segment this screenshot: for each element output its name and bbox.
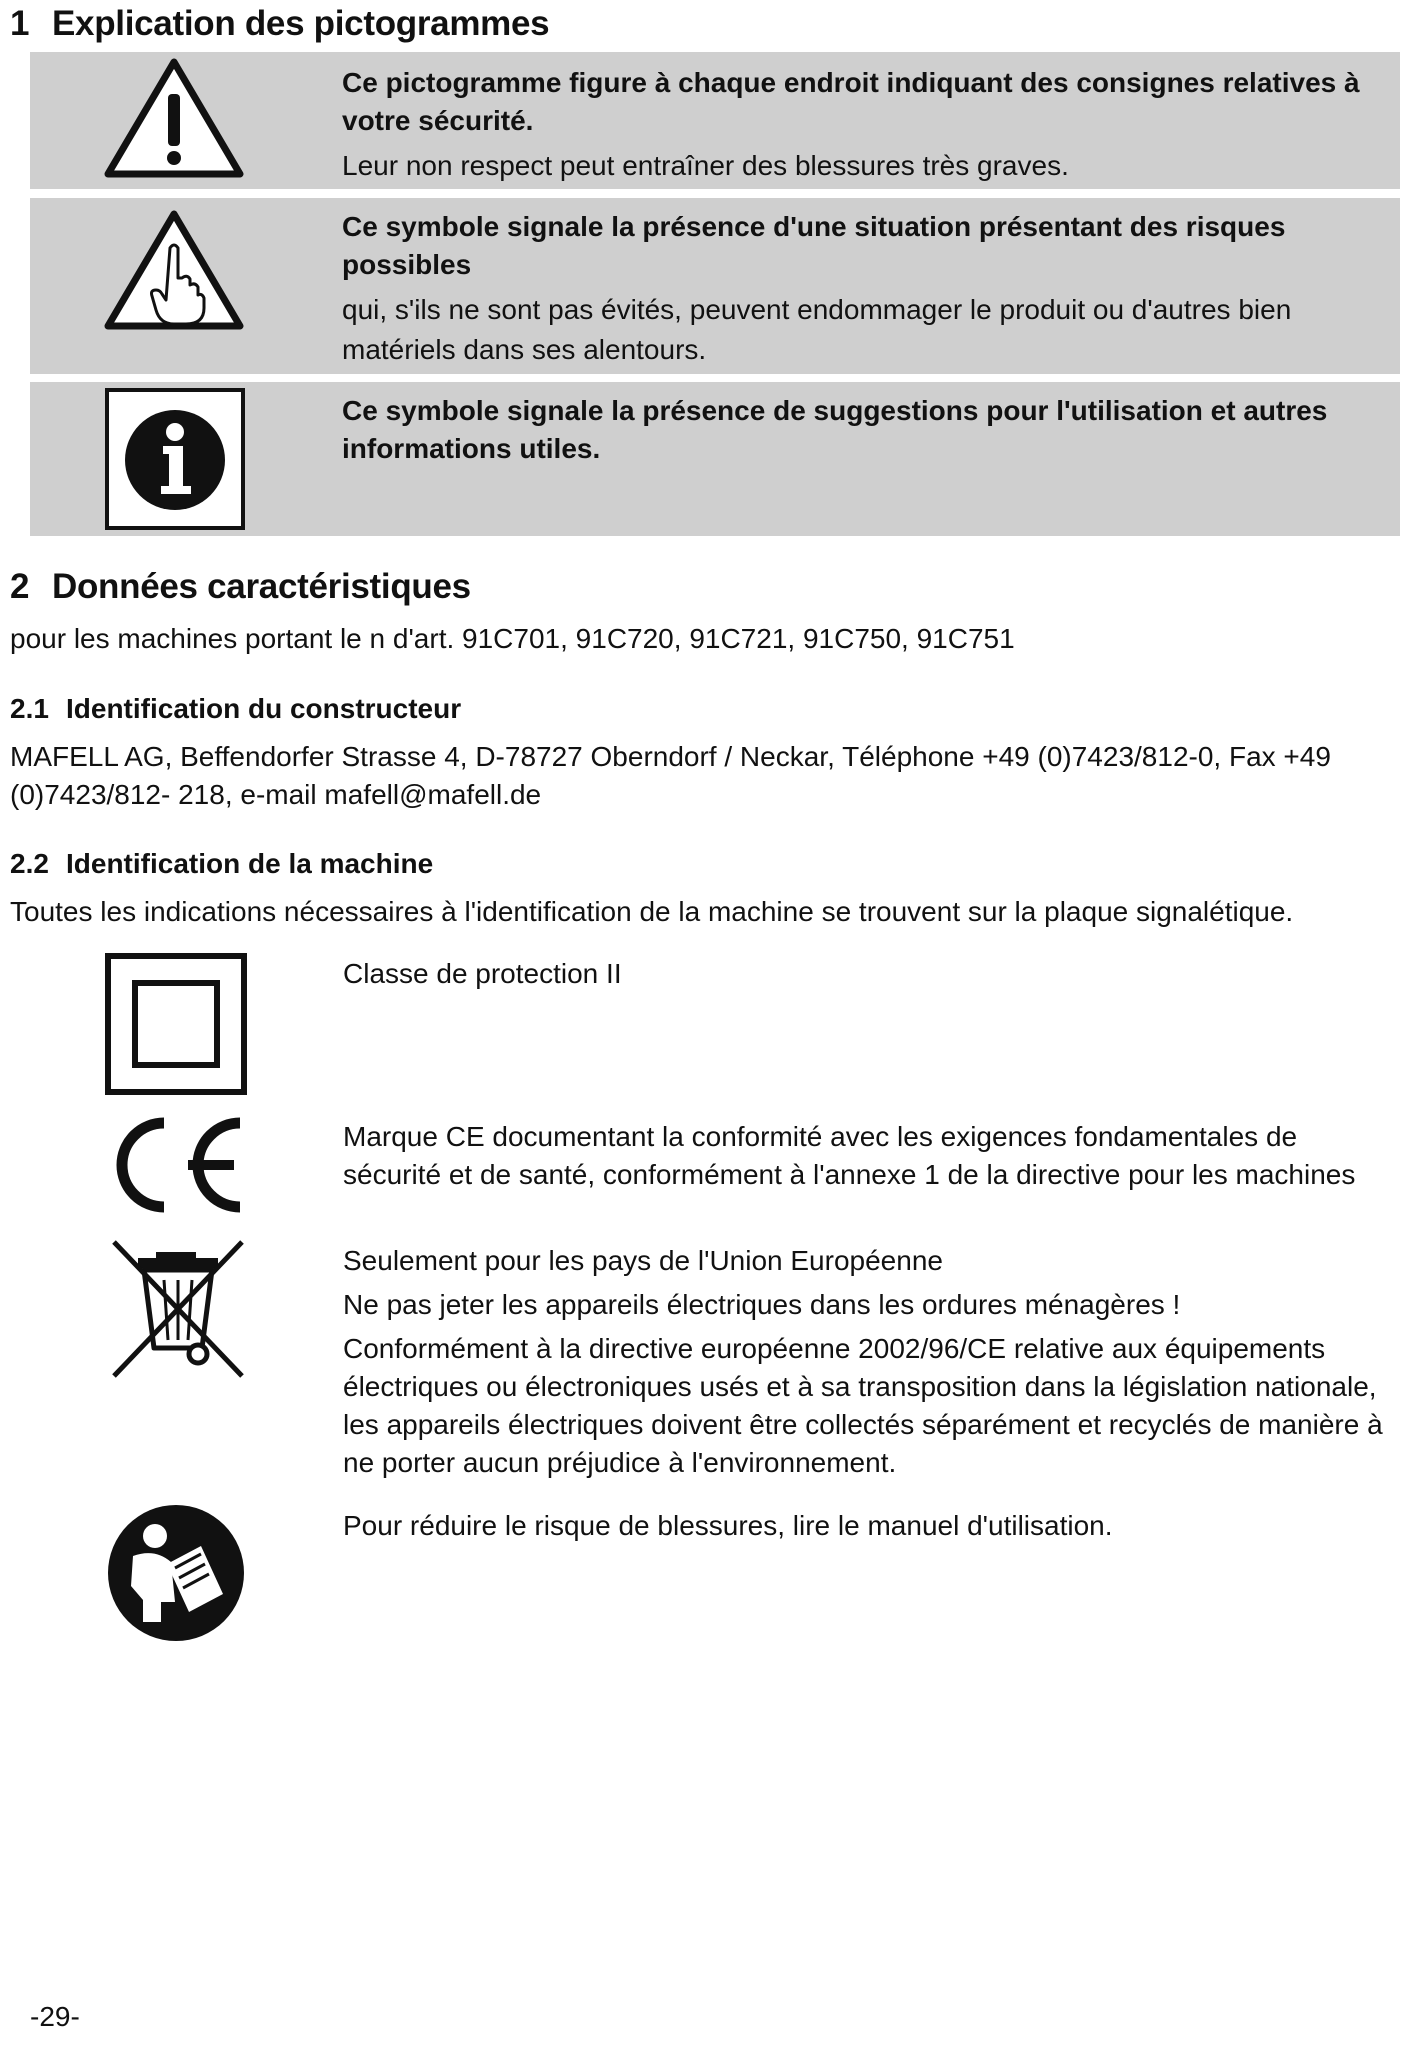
pictogram-bold-text: Ce symbole signale la présence d'une situation présentant des risques possibles	[342, 211, 1286, 280]
section-1-heading	[10, 4, 549, 44]
pictogram-bold-text: Ce pictogramme figure à chaque endroit indiquant des consignes relatives à votre sécurité.	[342, 67, 1360, 136]
protection-class-ii-icon	[105, 953, 247, 1095]
subsection-number: 2.2	[10, 848, 49, 879]
symbol-text-line: Marque CE documentant la conformité avec les exigences fondamentales de sécurité et de santé, conformément à l'annexe 1 de la directive pour les machines	[343, 1121, 1356, 1190]
info-icon	[105, 388, 245, 530]
symbol-text-line: Seulement pour les pays de l'Union Européenne	[343, 1245, 943, 1276]
subsection-title: Identification de la machine	[66, 848, 434, 879]
symbol-description	[343, 1507, 1389, 1545]
section-number: 1	[10, 4, 30, 43]
crossed-bin-icon	[108, 1236, 248, 1381]
subsection-title: Identification du constructeur	[66, 693, 462, 724]
subsection-2-1-heading	[10, 693, 461, 725]
symbol-description	[343, 1118, 1389, 1194]
read-manual-icon	[105, 1502, 247, 1644]
pictogram-normal-text: Leur non respect peut entraîner des blessures très graves.	[342, 150, 1069, 181]
symbol-text-line: Ne pas jeter les appareils électriques dans les ordures ménagères !	[343, 1289, 1181, 1320]
pictogram-bold-text: Ce symbole signale la présence de suggestions pour l'utilisation et autres informations utiles.	[342, 395, 1328, 464]
symbol-text-line: Pour réduire le risque de blessures, lire le manuel d'utilisation.	[343, 1510, 1113, 1541]
pictogram-normal-text: qui, s'ils ne sont pas évités, peuvent endommager le produit ou d'autres bien matériels dans ses alentours.	[342, 294, 1292, 365]
warning-exclamation-icon	[102, 56, 246, 182]
pictogram-row-warning	[30, 52, 1400, 189]
symbol-description	[343, 1242, 1389, 1482]
symbol-text-line: Classe de protection II	[343, 958, 622, 989]
pictogram-row-caution	[30, 198, 1400, 374]
symbol-text-line: Conformément à la directive européenne 2002/96/CE relative aux équipements électriques ou électroniques usés et à sa transposition dans la législation nationale, les appareils électriques doivent être collectés séparément et recyclés de manière à ne porter aucun préjudice à l'environnement.	[343, 1333, 1383, 1478]
symbol-description	[343, 955, 1389, 993]
pictogram-row-info	[30, 382, 1400, 536]
section-title: Données caractéristiques	[52, 567, 471, 606]
subsection-2-2-heading	[10, 848, 433, 880]
section-2-heading	[10, 567, 471, 607]
manufacturer-address: MAFELL AG, Beffendorfer Strasse 4, D-78727 Oberndorf / Neckar, Téléphone +49 (0)7423/812-0, Fax +49 (0)7423/812- 218, e-mail mafell@mafell.de	[10, 741, 1331, 810]
section-2-intro: pour les machines portant le n d'art. 91C701, 91C720, 91C721, 91C750, 91C751	[10, 623, 1015, 654]
section-title: Explication des pictogrammes	[52, 4, 550, 43]
ce-mark-icon	[104, 1113, 249, 1217]
subsection-number: 2.1	[10, 693, 49, 724]
warning-hand-icon	[102, 208, 246, 334]
page-number: -29-	[30, 2001, 80, 2032]
machine-identification-text: Toutes les indications nécessaires à l'identification de la machine se trouvent sur la plaque signalétique.	[10, 896, 1294, 927]
section-number: 2	[10, 567, 30, 606]
